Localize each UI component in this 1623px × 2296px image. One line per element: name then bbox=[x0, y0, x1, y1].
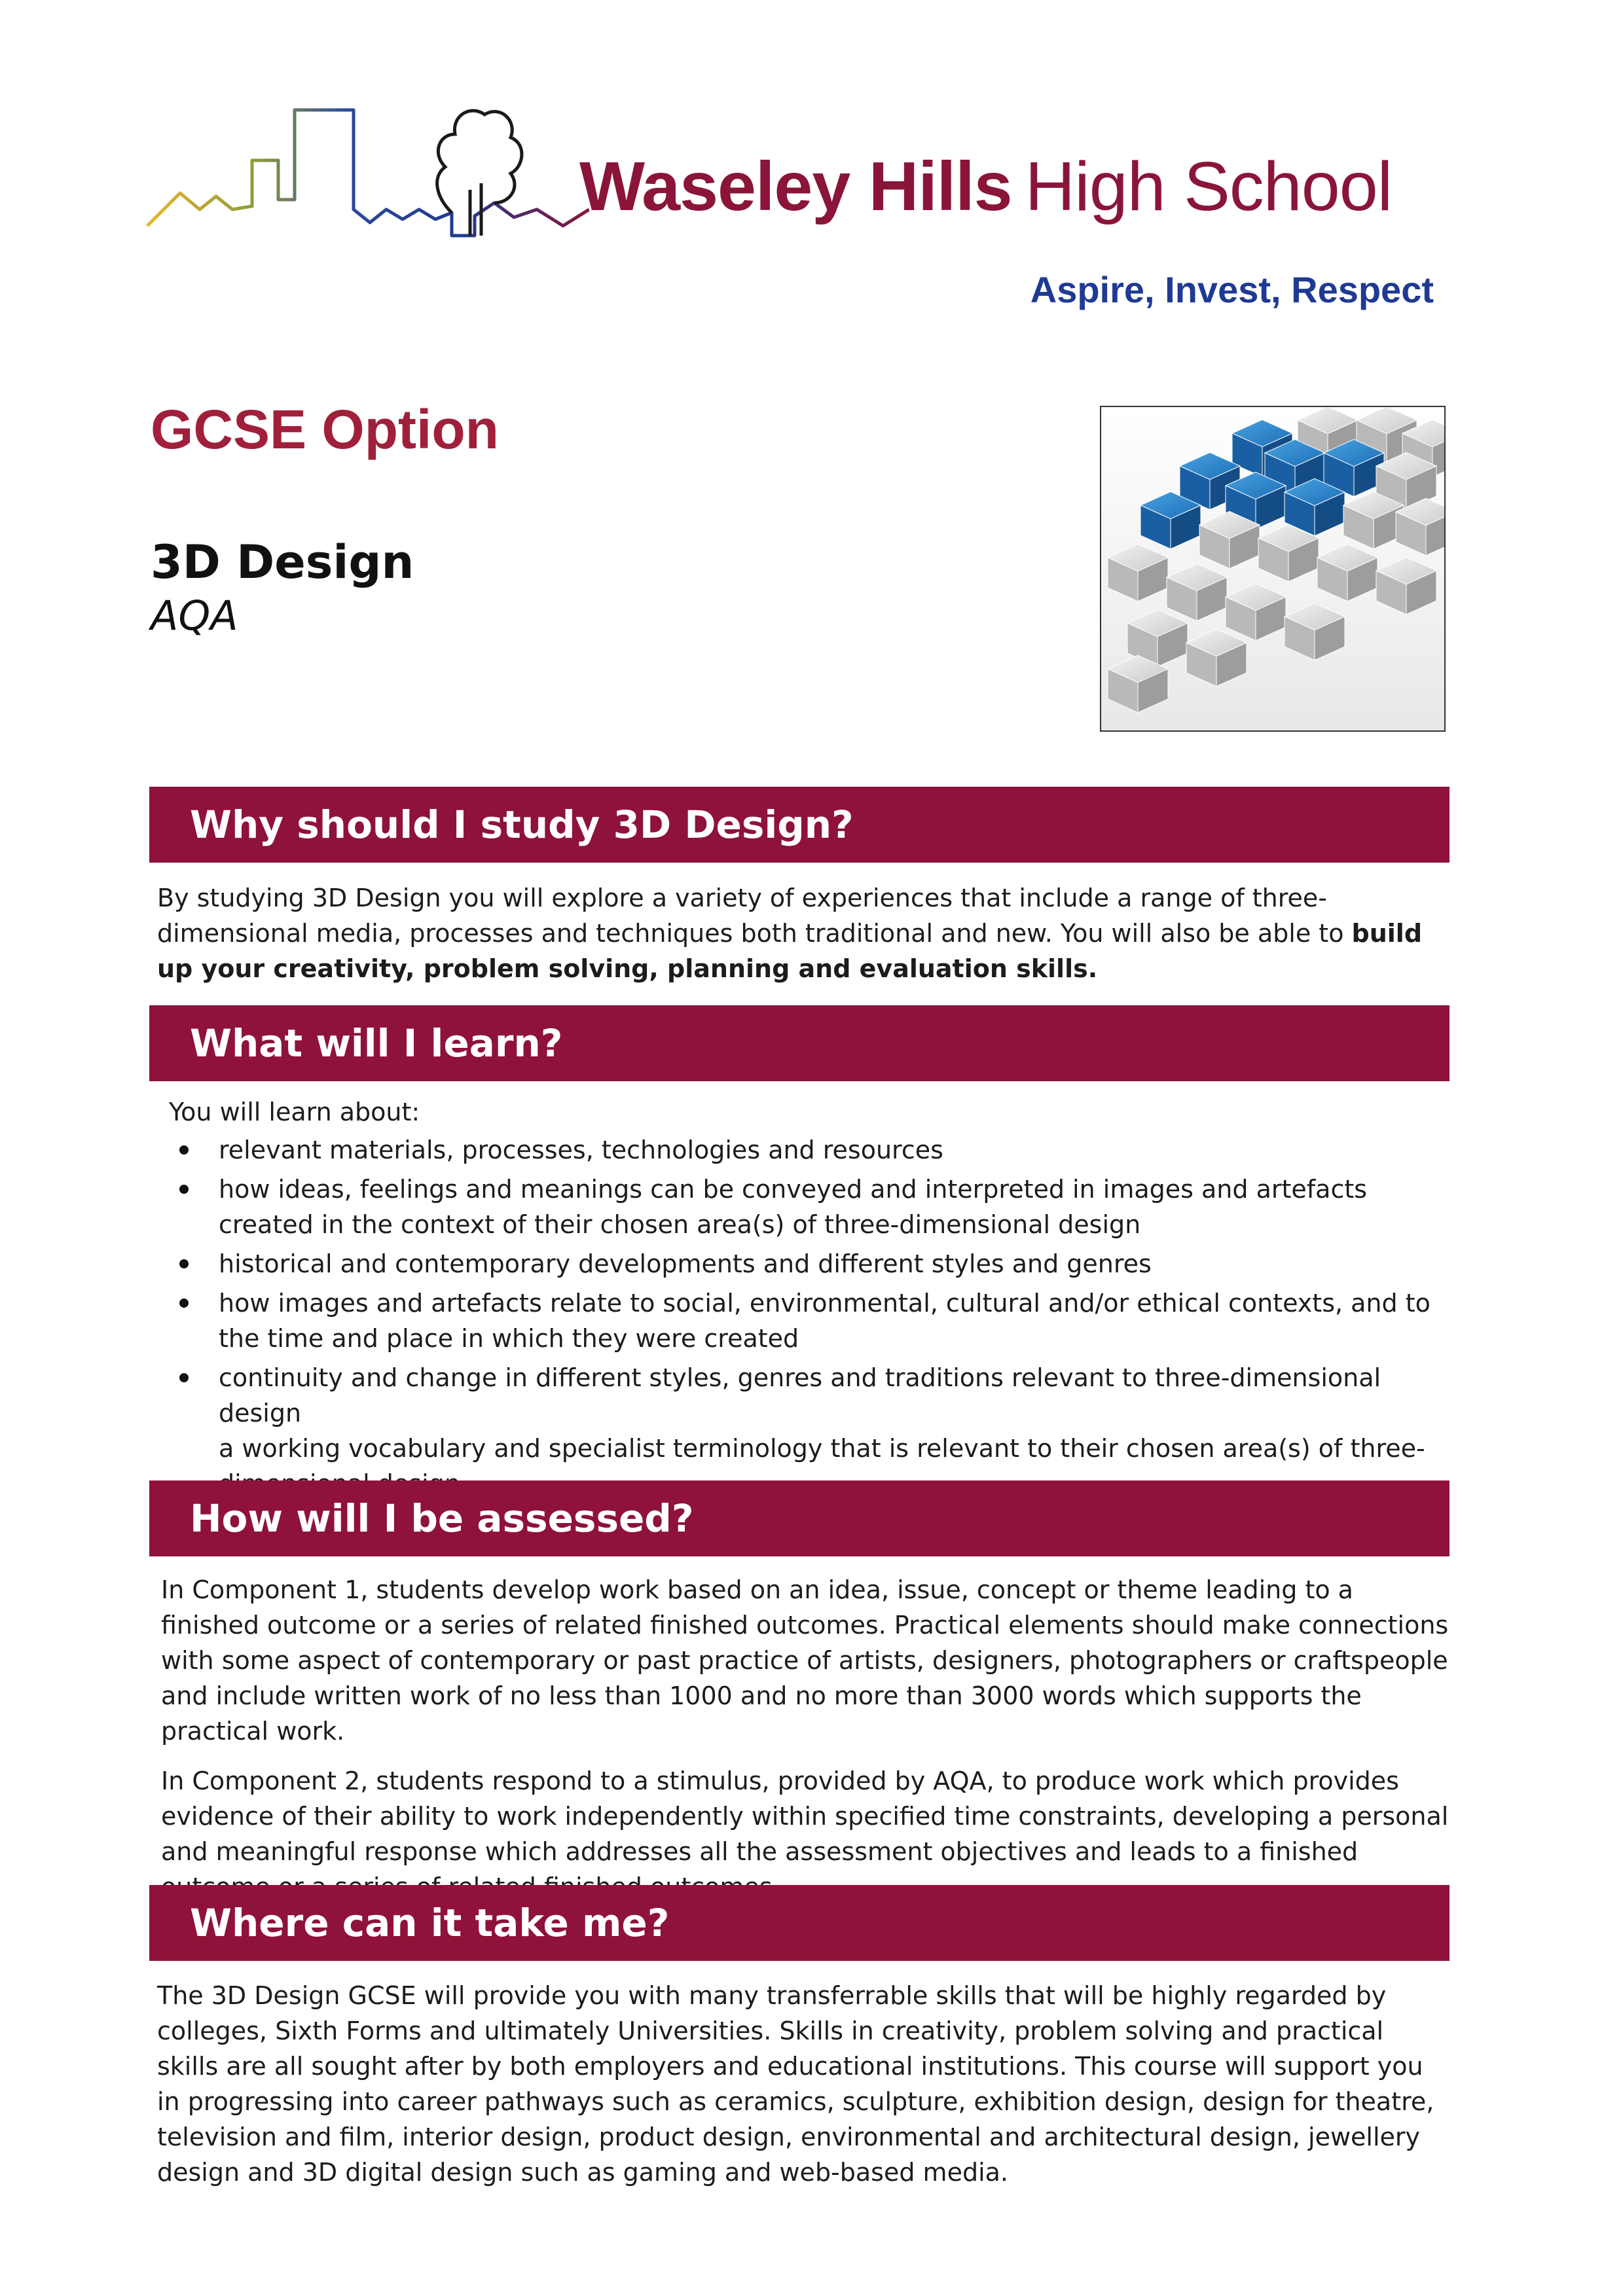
list-item-extra-text: a working vocabulary and specialist terminology that is relevant to their chosen area(s) of three- bbox=[219, 1434, 1425, 1463]
school-logo bbox=[144, 79, 589, 249]
list-item bbox=[169, 1132, 1446, 1168]
list-item bbox=[169, 1172, 1446, 1242]
learn-list bbox=[169, 1132, 1446, 1501]
gcse-option-label: GCSE Option bbox=[151, 399, 499, 460]
section-why-body bbox=[157, 880, 1447, 1001]
why-text: By studying 3D Design you will explore a variety of experiences that include a range of three-dimensional media, processes and techniques both traditional and new. You will also be able to bbox=[157, 884, 1352, 948]
section-why-heading: Why should I study 3D Design? bbox=[149, 787, 1450, 863]
section-assess-body bbox=[161, 1572, 1451, 1919]
section-learn-heading: What will I learn? bbox=[149, 1005, 1450, 1081]
assess-paragraph-2: In Component 2, students respond to a stimulus, provided by AQA, to produce work which provides evidence of their ability to work independently within specified time constraints, developing a personal and meaningful response which addresses all the assessment objectives and leads to a finished bbox=[161, 1767, 1449, 1866]
list-item bbox=[169, 1246, 1446, 1282]
exam-board: AQA bbox=[151, 592, 238, 639]
cubes-illustration bbox=[1100, 406, 1446, 732]
learn-intro: You will learn about: bbox=[169, 1098, 420, 1126]
school-name-light: High School bbox=[1025, 148, 1393, 225]
section-future-heading: Where can it take me? bbox=[149, 1885, 1450, 1961]
list-item-text: how ideas, feelings and meanings can be conveyed and interpreted in images and artefacts created in the context of their chosen area(s) of three-dimensional design bbox=[219, 1175, 1368, 1239]
list-item bbox=[169, 1285, 1446, 1356]
future-paragraph: The 3D Design GCSE will provide you with many transferrable skills that will be highly regarded by colleges, Sixth Forms and ultimately Universities. Skills in creativity, problem solving and practical skills are all sought after by both employers and educational institutions. This course will support you in progressing into career pathways such as ceramics, sculpture, exhibition design, design for theatre, television and film, interior design, product design, environmental and architectural design, jewellery design and 3D digital design such as gaming and web-based media. bbox=[157, 1981, 1434, 2187]
list-item-text: how images and artefacts relate to social, environmental, cultural and/or ethical contexts, and to the time and place in which they were created bbox=[219, 1289, 1431, 1353]
school-motto: Aspire, Invest, Respect bbox=[1030, 269, 1434, 310]
list-item-text: relevant materials, processes, technologies and resources bbox=[219, 1136, 943, 1164]
school-name-bold: Waseley Hills bbox=[579, 148, 1012, 225]
subject-title: 3D Design bbox=[151, 535, 414, 589]
why-paragraph bbox=[157, 880, 1447, 986]
list-item-text: historical and contemporary developments and different styles and genres bbox=[219, 1249, 1152, 1278]
list-item-text: continuity and change in different styles, genres and traditions relevant to three-dimensional design bbox=[219, 1363, 1381, 1427]
section-future-body bbox=[157, 1978, 1447, 2204]
school-name bbox=[579, 148, 1393, 225]
why-text-bold: build up your creativity, problem solving, planning and evaluation skills. bbox=[157, 919, 1423, 983]
assess-paragraph-1: In Component 1, students develop work based on an idea, issue, concept or theme leading to a finished outcome or a series of related finished outcomes. Practical elements should make connections with some aspect of contemporary or past practice of artists, designers, photographers or craftspeople and include written work of no less than 1000 and no more than 3000 words which supports the practical work. bbox=[161, 1575, 1449, 1746]
section-learn-body bbox=[169, 1094, 1446, 1505]
section-assess-heading: How will I be assessed? bbox=[149, 1480, 1450, 1556]
